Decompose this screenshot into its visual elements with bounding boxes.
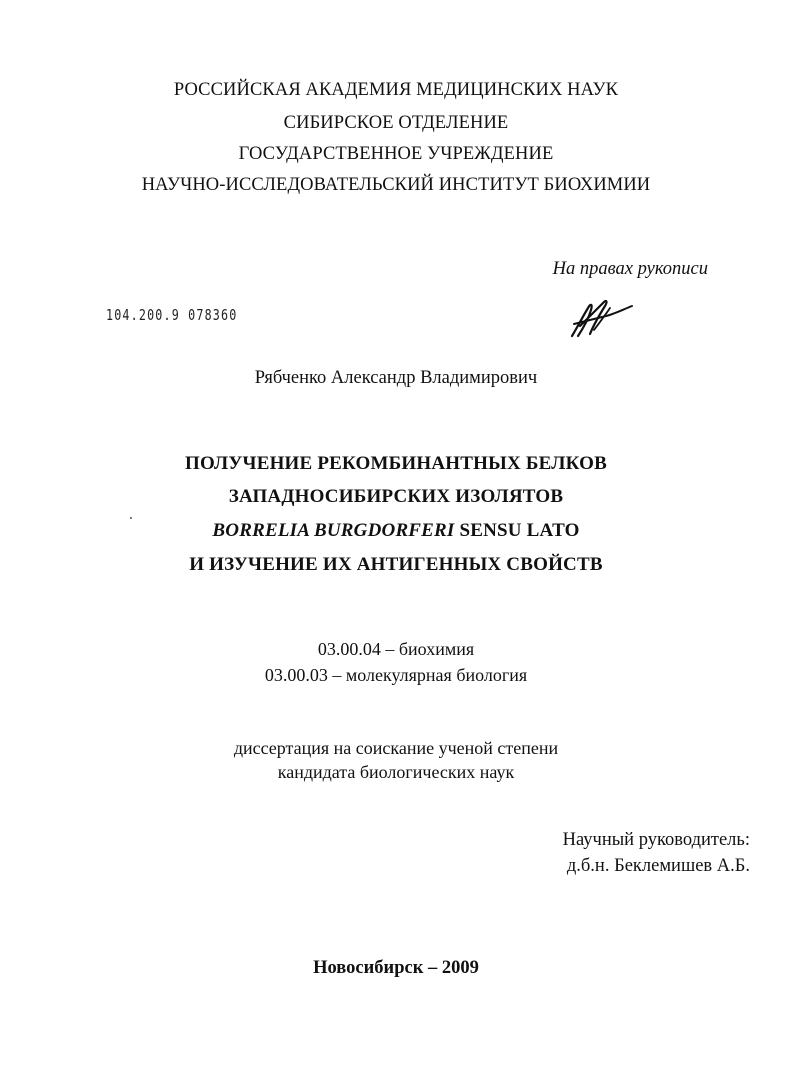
manuscript-rights-note: На правах рукописи <box>552 259 708 279</box>
species-name: BORRELIA BURGDORFERI <box>212 520 455 541</box>
registration-stamp: 104.200.9 078360 <box>106 306 238 324</box>
dissertation-title-line-4: И ИЗУЧЕНИЕ ИХ АНТИГЕННЫХ СВОЙСТВ <box>189 554 603 575</box>
dissertation-title-line-1: ПОЛУЧЕНИЕ РЕКОМБИНАНТНЫХ БЕЛКОВ <box>185 453 607 474</box>
advisor-name: д.б.н. Беклемишев А.Б. <box>566 856 750 876</box>
species-qualifier: SENSU LATO <box>454 520 580 541</box>
advisor-label: Научный руководитель: <box>562 830 750 850</box>
city-year: Новосибирск – 2009 <box>313 958 479 978</box>
header-line-branch: СИБИРСКОЕ ОТДЕЛЕНИЕ <box>283 113 509 133</box>
specialty-code-biochemistry: 03.00.04 – биохимия <box>317 639 475 659</box>
signature-icon <box>566 296 636 342</box>
dissertation-title-line-2: ЗАПАДНОСИБИРСКИХ ИЗОЛЯТОВ <box>228 486 564 507</box>
author-name: Рябченко Александр Владимирович <box>254 368 538 388</box>
scan-speck <box>130 517 132 519</box>
header-line-institute: НАУЧНО-ИССЛЕДОВАТЕЛЬСКИЙ ИНСТИТУТ БИОХИМИИ <box>141 175 651 195</box>
specialty-code-molecular-biology: 03.00.03 – молекулярная биология <box>264 665 528 685</box>
header-line-institution-type: ГОСУДАРСТВЕННОЕ УЧРЕЖДЕНИЕ <box>238 144 554 164</box>
degree-line-2: кандидата биологических наук <box>277 762 515 782</box>
header-line-academy: РОССИЙСКАЯ АКАДЕМИЯ МЕДИЦИНСКИХ НАУК <box>173 80 619 100</box>
degree-line-1: диссертация на соискание ученой степени <box>233 738 559 758</box>
dissertation-title-line-3 <box>0 520 792 542</box>
